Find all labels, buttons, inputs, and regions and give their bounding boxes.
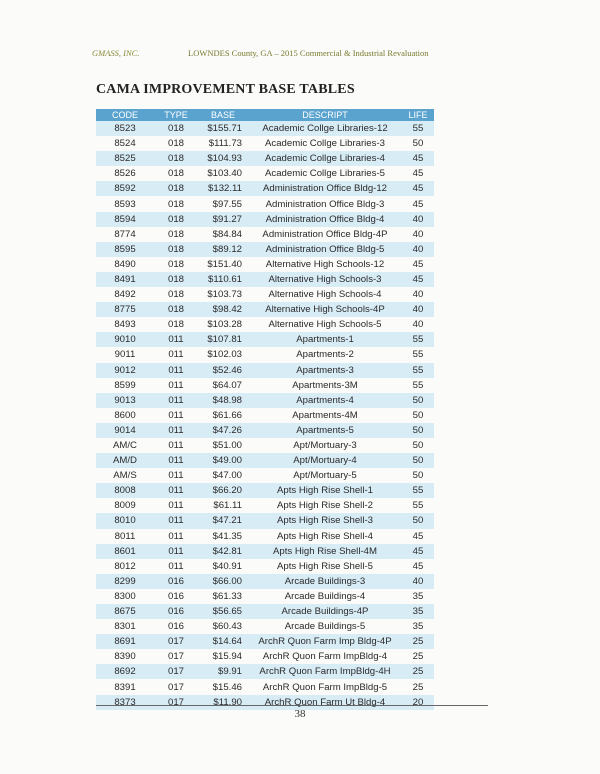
col-header-type: TYPE — [154, 109, 198, 121]
cell-code: 8592 — [96, 181, 154, 196]
cell-code: 8390 — [96, 649, 154, 664]
cell-descript: Apts High Rise Shell-5 — [248, 559, 402, 574]
cell-life: 55 — [402, 332, 434, 347]
cell-base: $61.11 — [198, 498, 248, 513]
cell-descript: Apartments-4M — [248, 408, 402, 423]
cell-type: 011 — [154, 529, 198, 544]
cell-life: 50 — [402, 423, 434, 438]
table-row — [96, 166, 434, 181]
table-row — [96, 408, 434, 423]
cell-descript: Alternative High Schools-12 — [248, 257, 402, 272]
table-row — [96, 649, 434, 664]
cell-code: 8490 — [96, 257, 154, 272]
cell-code: 8593 — [96, 196, 154, 211]
cell-code: 8691 — [96, 634, 154, 649]
cell-base: $60.43 — [198, 619, 248, 634]
table-row — [96, 212, 434, 227]
base-tables — [96, 109, 434, 710]
cell-life: 40 — [402, 302, 434, 317]
cell-life: 40 — [402, 227, 434, 242]
cell-life: 55 — [402, 378, 434, 393]
cell-descript: ArchR Quon Farm ImpBldg-4 — [248, 649, 402, 664]
cell-life: 40 — [402, 287, 434, 302]
cell-descript: Apts High Rise Shell-4 — [248, 529, 402, 544]
cell-code: 8009 — [96, 498, 154, 513]
report-title: LOWNDES County, GA – 2015 Commercial & Industrial Revaluation — [188, 48, 429, 58]
cell-base: $47.21 — [198, 513, 248, 528]
cell-type: 018 — [154, 151, 198, 166]
cell-descript: Apt/Mortuary-4 — [248, 453, 402, 468]
cell-code: 8300 — [96, 589, 154, 604]
cell-descript: Apartments-3 — [248, 363, 402, 378]
table-row — [96, 619, 434, 634]
cell-type: 011 — [154, 559, 198, 574]
table-row — [96, 529, 434, 544]
cell-base: $66.20 — [198, 483, 248, 498]
cell-descript: Alternative High Schools-4P — [248, 302, 402, 317]
cell-base: $42.81 — [198, 544, 248, 559]
cell-life: 45 — [402, 544, 434, 559]
table-row — [96, 453, 434, 468]
cell-base: $98.42 — [198, 302, 248, 317]
table-header-row — [96, 109, 434, 121]
cell-life: 45 — [402, 257, 434, 272]
cell-code: 8601 — [96, 544, 154, 559]
cell-code: 8595 — [96, 242, 154, 257]
cell-code: 8299 — [96, 574, 154, 589]
cell-descript: Apartments-4 — [248, 393, 402, 408]
cell-base: $102.03 — [198, 347, 248, 362]
cell-code: 8373 — [96, 695, 154, 710]
cell-type: 018 — [154, 287, 198, 302]
cell-base: $49.00 — [198, 453, 248, 468]
cell-code: 9010 — [96, 332, 154, 347]
cell-type: 018 — [154, 196, 198, 211]
cell-type: 018 — [154, 166, 198, 181]
cell-code: 8599 — [96, 378, 154, 393]
cell-code: AM/C — [96, 438, 154, 453]
cell-descript: Academic Collge Libraries-3 — [248, 136, 402, 151]
cell-code: AM/D — [96, 453, 154, 468]
cell-life: 45 — [402, 181, 434, 196]
cell-base: $132.11 — [198, 181, 248, 196]
cell-type: 016 — [154, 604, 198, 619]
cell-life: 40 — [402, 242, 434, 257]
table-row — [96, 438, 434, 453]
cell-code: 9011 — [96, 347, 154, 362]
cell-type: 011 — [154, 483, 198, 498]
cell-life: 45 — [402, 166, 434, 181]
cell-type: 011 — [154, 544, 198, 559]
col-header-life: LIFE — [402, 109, 434, 121]
cell-descript: Alternative High Schools-3 — [248, 272, 402, 287]
cell-base: $66.00 — [198, 574, 248, 589]
cell-life: 25 — [402, 679, 434, 694]
cell-type: 018 — [154, 257, 198, 272]
cell-descript: ArchR Quon Farm Ut Bldg-4 — [248, 695, 402, 710]
cell-life: 50 — [402, 136, 434, 151]
cell-descript: Alternative High Schools-5 — [248, 317, 402, 332]
cell-descript: Arcade Buildings-4 — [248, 589, 402, 604]
cell-base: $14.64 — [198, 634, 248, 649]
cell-code: 8675 — [96, 604, 154, 619]
table-body — [96, 121, 434, 710]
cell-descript: ArchR Quon Farm Imp Bldg-4P — [248, 634, 402, 649]
cell-code: 8301 — [96, 619, 154, 634]
cell-code: 8008 — [96, 483, 154, 498]
cell-base: $84.84 — [198, 227, 248, 242]
cell-descript: Apartments-2 — [248, 347, 402, 362]
cell-type: 017 — [154, 649, 198, 664]
cell-descript: ArchR Quon Farm ImpBldg-4H — [248, 664, 402, 679]
cell-code: 8012 — [96, 559, 154, 574]
cell-type: 011 — [154, 438, 198, 453]
cell-type: 011 — [154, 332, 198, 347]
table-row — [96, 634, 434, 649]
cell-life: 20 — [402, 695, 434, 710]
cell-type: 017 — [154, 695, 198, 710]
cell-type: 011 — [154, 453, 198, 468]
table-row — [96, 227, 434, 242]
cell-descript: Arcade Buildings-4P — [248, 604, 402, 619]
table-row — [96, 317, 434, 332]
cell-type: 016 — [154, 574, 198, 589]
cell-descript: Apartments-1 — [248, 332, 402, 347]
cell-code: 8774 — [96, 227, 154, 242]
table-row — [96, 423, 434, 438]
cell-code: 8526 — [96, 166, 154, 181]
cell-type: 016 — [154, 589, 198, 604]
cell-type: 017 — [154, 664, 198, 679]
cell-base: $151.40 — [198, 257, 248, 272]
cell-life: 55 — [402, 498, 434, 513]
cell-descript: ArchR Quon Farm ImpBldg-5 — [248, 679, 402, 694]
cell-code: 8010 — [96, 513, 154, 528]
cell-life: 50 — [402, 408, 434, 423]
table-row — [96, 257, 434, 272]
footer-divider — [96, 705, 488, 706]
cell-type: 018 — [154, 317, 198, 332]
cell-code: 8600 — [96, 408, 154, 423]
document-title: CAMA IMPROVEMENT BASE TABLES — [96, 82, 355, 97]
cell-base: $110.61 — [198, 272, 248, 287]
cell-base: $64.07 — [198, 378, 248, 393]
cell-life: 35 — [402, 619, 434, 634]
cell-life: 55 — [402, 121, 434, 136]
cell-descript: Academic Collge Libraries-4 — [248, 151, 402, 166]
table-row — [96, 544, 434, 559]
cell-life: 45 — [402, 151, 434, 166]
cell-descript: Apts High Rise Shell-4M — [248, 544, 402, 559]
cell-descript: Apartments-3M — [248, 378, 402, 393]
cell-descript: Administration Office Bldg-5 — [248, 242, 402, 257]
cell-life: 25 — [402, 649, 434, 664]
cell-code: 8492 — [96, 287, 154, 302]
cell-life: 50 — [402, 513, 434, 528]
cell-type: 018 — [154, 136, 198, 151]
cell-descript: Apts High Rise Shell-2 — [248, 498, 402, 513]
table-row — [96, 378, 434, 393]
cell-type: 011 — [154, 423, 198, 438]
cell-descript: Arcade Buildings-5 — [248, 619, 402, 634]
table-row — [96, 196, 434, 211]
cell-base: $51.00 — [198, 438, 248, 453]
table-row — [96, 151, 434, 166]
cell-life: 25 — [402, 664, 434, 679]
cell-code: 9013 — [96, 393, 154, 408]
table-row — [96, 574, 434, 589]
cell-base: $48.98 — [198, 393, 248, 408]
table-row — [96, 589, 434, 604]
cell-code: 9012 — [96, 363, 154, 378]
cell-base: $103.40 — [198, 166, 248, 181]
cell-life: 50 — [402, 453, 434, 468]
cell-life: 25 — [402, 634, 434, 649]
cell-code: 8493 — [96, 317, 154, 332]
cell-type: 018 — [154, 242, 198, 257]
table-row — [96, 302, 434, 317]
cell-life: 40 — [402, 574, 434, 589]
cell-life: 50 — [402, 468, 434, 483]
cell-code: 8391 — [96, 679, 154, 694]
cell-life: 35 — [402, 604, 434, 619]
col-header-code: CODE — [96, 109, 154, 121]
table-row — [96, 559, 434, 574]
cell-type: 018 — [154, 227, 198, 242]
cell-base: $47.00 — [198, 468, 248, 483]
cell-life: 55 — [402, 483, 434, 498]
table-row — [96, 604, 434, 619]
cell-descript: Academic Collge Libraries-12 — [248, 121, 402, 136]
table-row — [96, 363, 434, 378]
table-row — [96, 664, 434, 679]
cell-descript: Apartments-5 — [248, 423, 402, 438]
cell-base: $9.91 — [198, 664, 248, 679]
cell-base: $15.46 — [198, 679, 248, 694]
cell-descript: Apt/Mortuary-3 — [248, 438, 402, 453]
cell-life: 35 — [402, 589, 434, 604]
cell-type: 011 — [154, 347, 198, 362]
cell-code: 8011 — [96, 529, 154, 544]
table-row — [96, 242, 434, 257]
cell-type: 018 — [154, 181, 198, 196]
cell-code: 8594 — [96, 212, 154, 227]
table-row — [96, 513, 434, 528]
cell-base: $111.73 — [198, 136, 248, 151]
cell-life: 45 — [402, 529, 434, 544]
cell-base: $61.66 — [198, 408, 248, 423]
table-row — [96, 332, 434, 347]
table-row — [96, 679, 434, 694]
cell-code: 8523 — [96, 121, 154, 136]
cell-life: 55 — [402, 363, 434, 378]
table-row — [96, 272, 434, 287]
cell-type: 011 — [154, 498, 198, 513]
cell-descript: Administration Office Bldg-12 — [248, 181, 402, 196]
cell-base: $56.65 — [198, 604, 248, 619]
cell-descript: Apts High Rise Shell-1 — [248, 483, 402, 498]
cell-code: 8692 — [96, 664, 154, 679]
cell-life: 55 — [402, 347, 434, 362]
cell-code: 8775 — [96, 302, 154, 317]
cell-type: 017 — [154, 679, 198, 694]
cell-life: 45 — [402, 272, 434, 287]
cell-descript: Administration Office Bldg-4P — [248, 227, 402, 242]
cell-code: AM/S — [96, 468, 154, 483]
cell-base: $15.94 — [198, 649, 248, 664]
cell-descript: Administration Office Bldg-4 — [248, 212, 402, 227]
cell-base: $103.73 — [198, 287, 248, 302]
cell-base: $61.33 — [198, 589, 248, 604]
cell-life: 45 — [402, 196, 434, 211]
table-row — [96, 498, 434, 513]
table-row — [96, 347, 434, 362]
page-number: 38 — [294, 708, 306, 720]
cell-descript: Apts High Rise Shell-3 — [248, 513, 402, 528]
firm-name: GMASS, INC. — [92, 48, 140, 58]
cell-life: 50 — [402, 438, 434, 453]
cell-type: 017 — [154, 634, 198, 649]
cell-life: 45 — [402, 559, 434, 574]
cell-type: 011 — [154, 393, 198, 408]
table-row — [96, 468, 434, 483]
cell-base: $155.71 — [198, 121, 248, 136]
cell-type: 018 — [154, 212, 198, 227]
cell-descript: Academic Collge Libraries-5 — [248, 166, 402, 181]
cell-type: 018 — [154, 272, 198, 287]
cell-type: 011 — [154, 468, 198, 483]
table-row — [96, 483, 434, 498]
cell-base: $40.91 — [198, 559, 248, 574]
cell-life: 50 — [402, 393, 434, 408]
cell-base: $91.27 — [198, 212, 248, 227]
cell-base: $104.93 — [198, 151, 248, 166]
cell-base: $11.90 — [198, 695, 248, 710]
cell-type: 016 — [154, 619, 198, 634]
cell-type: 011 — [154, 363, 198, 378]
cell-base: $52.46 — [198, 363, 248, 378]
cell-code: 8525 — [96, 151, 154, 166]
cell-base: $47.26 — [198, 423, 248, 438]
cell-base: $89.12 — [198, 242, 248, 257]
cell-type: 011 — [154, 513, 198, 528]
cell-type: 018 — [154, 121, 198, 136]
col-header-base: BASE — [198, 109, 248, 121]
cell-type: 011 — [154, 408, 198, 423]
cell-life: 40 — [402, 212, 434, 227]
cell-base: $107.81 — [198, 332, 248, 347]
cell-code: 8491 — [96, 272, 154, 287]
cell-type: 018 — [154, 302, 198, 317]
col-header-descript: DESCRIPT — [248, 109, 402, 121]
cell-base: $41.35 — [198, 529, 248, 544]
table-row — [96, 136, 434, 151]
cell-base: $103.28 — [198, 317, 248, 332]
cell-base: $97.55 — [198, 196, 248, 211]
cell-code: 9014 — [96, 423, 154, 438]
table-row — [96, 287, 434, 302]
cell-code: 8524 — [96, 136, 154, 151]
table-row — [96, 181, 434, 196]
table-row — [96, 121, 434, 136]
cell-descript: Administration Office Bldg-3 — [248, 196, 402, 211]
cell-descript: Arcade Buildings-3 — [248, 574, 402, 589]
cell-descript: Alternative High Schools-4 — [248, 287, 402, 302]
cell-descript: Apt/Mortuary-5 — [248, 468, 402, 483]
cell-life: 40 — [402, 317, 434, 332]
table-row — [96, 393, 434, 408]
cell-type: 011 — [154, 378, 198, 393]
